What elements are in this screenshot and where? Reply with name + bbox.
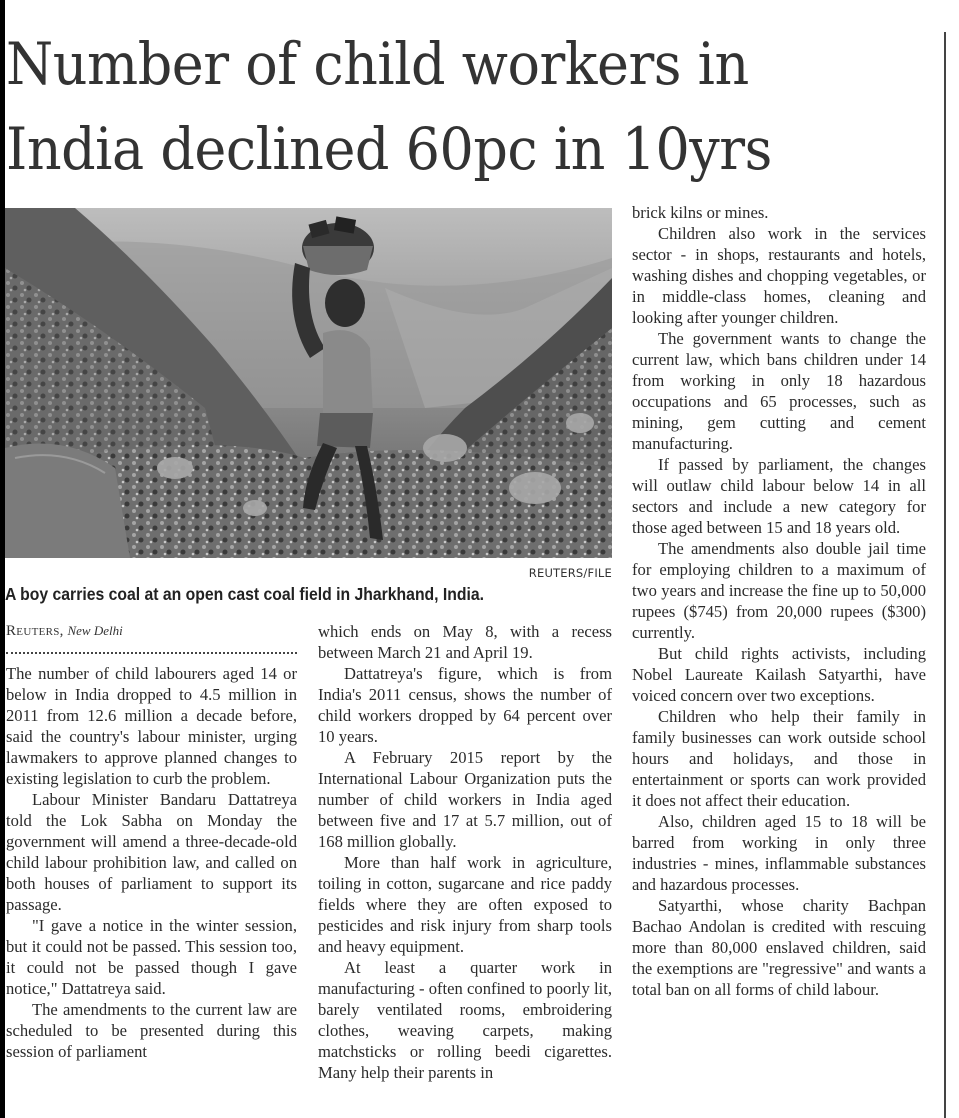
- paragraph: Children who help their family in family businesses can work outside school hours and holidays, and those in entertainment or sports can work provided it does not affect their education.: [632, 707, 926, 810]
- paragraph: Labour Minister Bandaru Dattatreya told the Lok Sabha on Monday the government will amend a three-decade-old child labour prohibition law, and called on both houses of parliament to support its passage.: [6, 790, 297, 914]
- byline: [6, 623, 123, 640]
- paragraph: If passed by parliament, the changes will outlaw child labour below 14 in all sectors and include a new category for those aged between 15 and 18 years old.: [632, 455, 926, 537]
- paragraph: The amendments to the current law are scheduled to be presented during this session of parliament: [6, 1000, 297, 1061]
- paragraph: But child rights activists, including Nobel Laureate Kailash Satyarthi, have voiced concern over two exceptions.: [632, 644, 926, 705]
- paragraph: More than half work in agriculture, toiling in cotton, sugarcane and rice paddy fields where they are often exposed to pesticides and risk injury from sharp tools and heavy equipment.: [318, 853, 612, 956]
- photo-boy-carrying-coal: [5, 208, 612, 558]
- paragraph: At least a quarter work in manufacturing - often confined to poorly lit, barely ventilated rooms, embroidering clothes, weaving carpets, making matchsticks or rolling beedi cigarettes. Many help their parents in: [318, 958, 612, 1082]
- paragraph: brick kilns or mines.: [632, 203, 769, 222]
- photo-caption: A boy carries coal at an open cast coal field in Jharkhand, India.: [5, 584, 485, 604]
- news-photo: [5, 208, 612, 558]
- paragraph: Satyarthi, whose charity Bachpan Bachao Andolan is credited with rescuing more than 80,000 enslaved children, said the exemptions are "regressive" and wants a total ban on all forms of child labour.: [632, 896, 926, 999]
- photo-credit: REUTERS/FILE: [528, 566, 612, 580]
- paragraph: A February 2015 report by the International Labour Organization puts the number of child workers in India aged between five and 17 at 5.7 million, out of 168 million globally.: [318, 748, 612, 851]
- paragraph: The number of child labourers aged 14 or below in India dropped to 4.5 million in 2011 from 12.6 million a decade before, said the country's labour minister, urging lawmakers to approve planned changes to existing legislation to curb the problem.: [6, 664, 297, 788]
- article-column-2: [318, 621, 612, 1083]
- byline-agency: Reuters,: [6, 623, 64, 639]
- byline-dotted-separator: [6, 652, 297, 654]
- headline-line-1: Number of child workers in: [6, 30, 749, 98]
- paragraph: which ends on May 8, with a recess between March 21 and April 19.: [318, 622, 612, 662]
- paragraph: The government wants to change the current law, which bans children under 14 from working in only 18 hazardous occupations and 65 processes, such as mining, gem cutting and cement manufacturing.: [632, 329, 926, 453]
- paragraph: Dattatreya's figure, which is from India's 2011 census, shows the number of child workers dropped by 64 percent over 10 years.: [318, 664, 612, 746]
- headline-line-2: India declined 60pc in 10yrs: [6, 115, 772, 183]
- paragraph: The amendments also double jail time for employing children to a maximum of two years and increase the fine up to 50,000 rupees ($745) from 20,000 rupees ($300) currently.: [632, 539, 926, 642]
- byline-dateline: New Delhi: [67, 623, 123, 638]
- left-margin-bar: [0, 0, 5, 1118]
- paragraph: Children also work in the services sector - in shops, restaurants and hotels, washing dishes and chopping vegetables, or in middle-class homes, cleaning and looking after younger children.: [632, 224, 926, 327]
- headline: [6, 22, 871, 192]
- paragraph: "I gave a notice in the winter session, but it could not be passed. This session too, it could not be passed though I gave notice," Dattatreya said.: [6, 916, 297, 998]
- article-column-1: [6, 663, 297, 1062]
- column-rule-right: [944, 32, 946, 1118]
- paragraph: Also, children aged 15 to 18 will be barred from working in only three industries - mines, inflammable substances and hazardous processes.: [632, 812, 926, 894]
- article-column-3: [632, 202, 926, 1000]
